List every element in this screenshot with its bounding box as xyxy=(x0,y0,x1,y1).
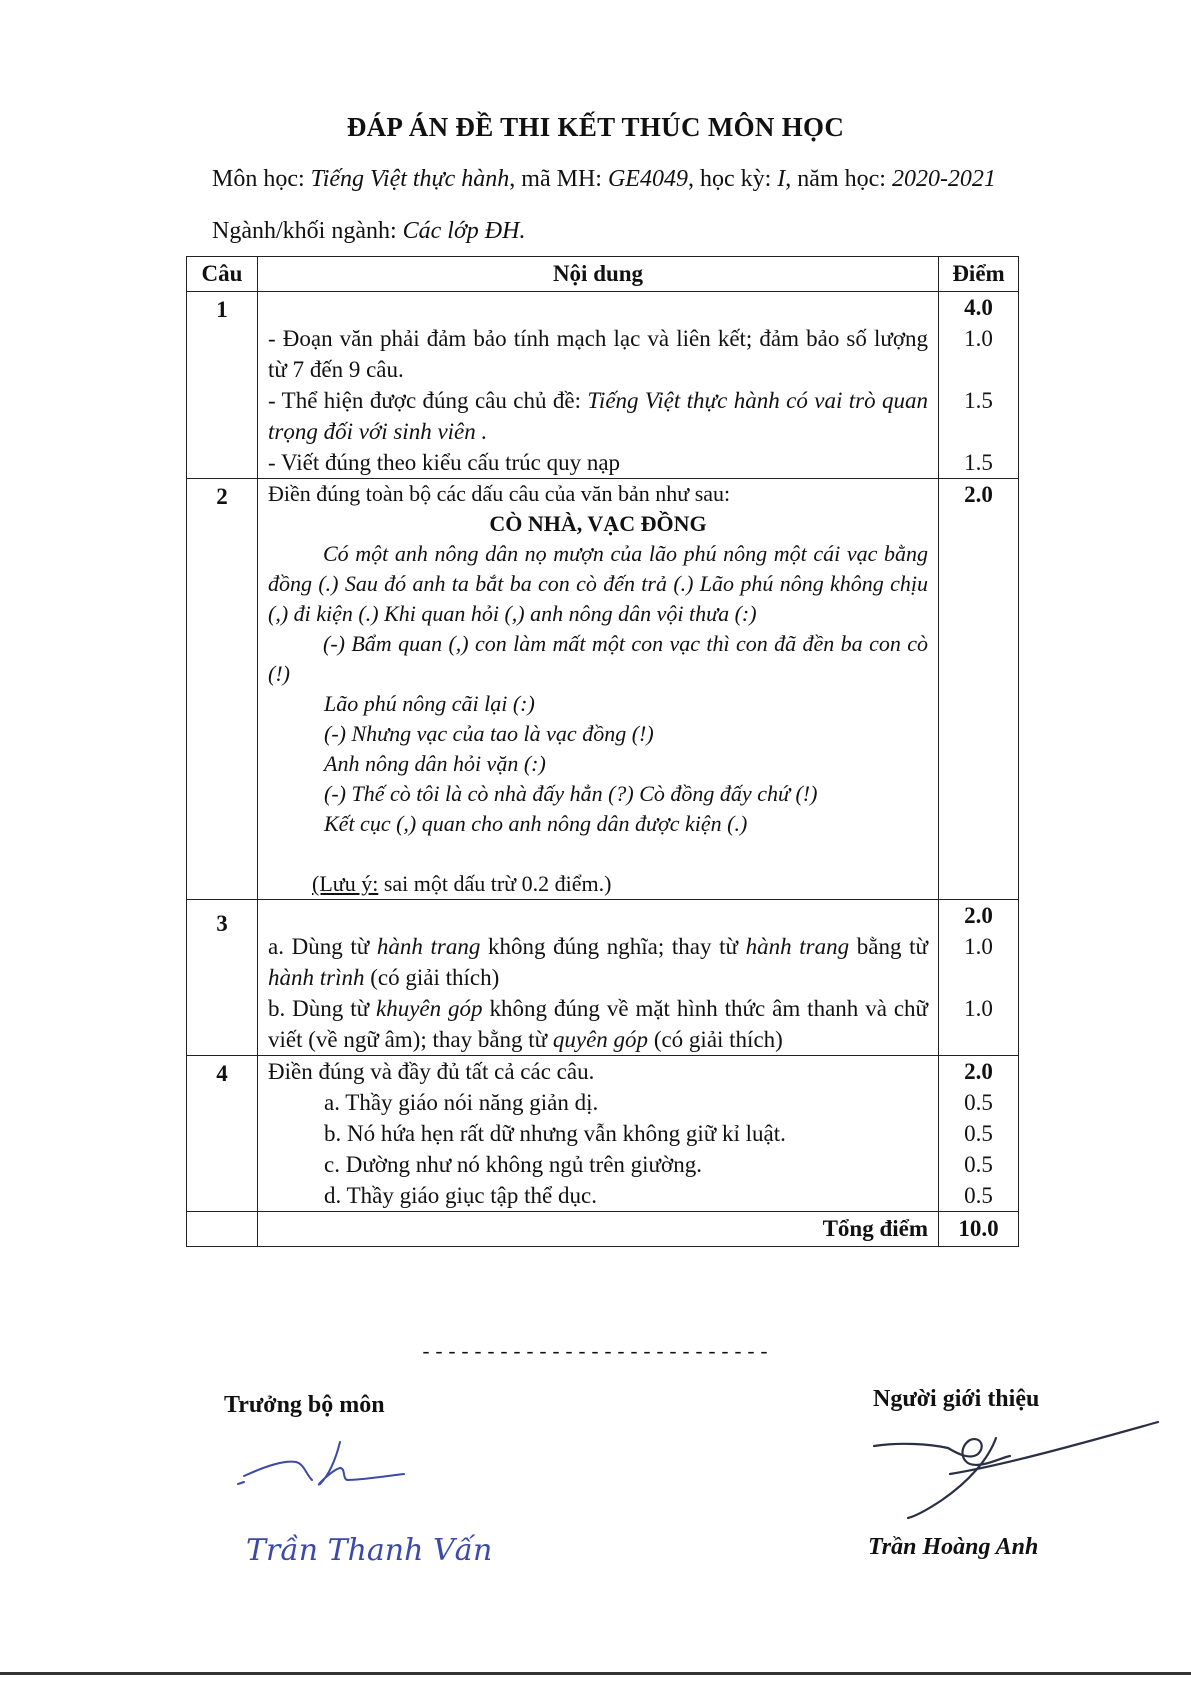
q3-b-word: quyên góp xyxy=(552,1027,649,1052)
q3-a-text: (có giải thích) xyxy=(364,965,500,990)
q4-content xyxy=(258,1056,939,1212)
course-code: GE4049 xyxy=(607,166,688,192)
q2-note-label: (Lưu ý: xyxy=(312,871,379,896)
table-row-q3 xyxy=(187,900,1019,1056)
q3-a-text: a. Dùng từ xyxy=(268,934,377,959)
question-number: 2 xyxy=(216,484,228,509)
q3-item-a xyxy=(268,931,928,993)
q4-item-b: b. Nó hứa hẹn rất dữ nhưng vẫn không giữ kỉ luật. xyxy=(324,1121,786,1146)
q2-intro: Điền đúng toàn bộ các dấu câu của văn bản như sau: xyxy=(268,481,731,506)
question-number: 3 xyxy=(216,911,228,936)
q1-item-2-score: 1.5 xyxy=(964,388,993,413)
q3-b-word: khuyên góp xyxy=(375,996,483,1021)
q1-item-2-topic: Tiếng Việt thực hành có vai trò quan trọng đối với sinh viên . xyxy=(268,388,928,444)
q2-line-3: Anh nông dân hỏi vặn (:) xyxy=(324,751,546,776)
q2-content xyxy=(258,479,939,900)
q3-b-text: b. Dùng từ xyxy=(268,996,376,1021)
q3-a-word: hành trình xyxy=(268,965,365,990)
q2-line-1: Lão phú nông cãi lại (:) xyxy=(324,691,535,716)
subject-prefix: Môn học: xyxy=(212,166,311,192)
q3-b-text: (có giải thích) xyxy=(648,1027,783,1052)
table-row-q1 xyxy=(187,292,1019,479)
q3-a-text: không đúng nghĩa; thay từ xyxy=(480,934,746,959)
q1-item-2-pre: - Thể hiện được đúng câu chủ đề: xyxy=(268,388,588,413)
q3-item-b xyxy=(268,993,928,1055)
table-header-row xyxy=(187,257,1019,292)
q4-total-score: 2.0 xyxy=(964,1059,993,1084)
q2-line-2: (-) Nhưng vạc của tao là vạc đồng (!) xyxy=(324,721,654,746)
header-score: Điểm xyxy=(939,257,1019,292)
q4-item-d: d. Thầy giáo giục tập thể dục. xyxy=(324,1183,597,1208)
major-prefix: Ngành/khối ngành: xyxy=(212,218,403,244)
q3-a-word: hành trang xyxy=(745,934,850,959)
q2-note-text: sai một dấu trừ 0.2 điểm.) xyxy=(378,871,612,896)
header-content: Nội dung xyxy=(258,257,939,292)
q2-total-score: 2.0 xyxy=(964,482,993,507)
table-total-row xyxy=(187,1212,1019,1247)
left-signer-title: Trưởng bộ môn xyxy=(224,1392,385,1418)
subject-name: Tiếng Việt thực hành xyxy=(310,166,510,192)
left-signer-name: Trần Thanh Vấn xyxy=(246,1533,493,1568)
q1-content xyxy=(258,292,939,479)
subject-line xyxy=(212,166,996,193)
question-number: 4 xyxy=(216,1061,228,1086)
document-title: ĐÁP ÁN ĐỀ THI KẾT THÚC MÔN HỌC xyxy=(346,112,845,142)
year-prefix: , năm học: xyxy=(785,166,892,192)
header-question: Câu xyxy=(187,257,258,292)
total-score: 10.0 xyxy=(939,1212,1019,1247)
separator-line: --------------------------- xyxy=(419,1342,772,1365)
code-prefix: , mã MH: xyxy=(509,166,608,192)
q3-a-score: 1.0 xyxy=(964,934,993,959)
q3-a-text: bằng từ xyxy=(849,934,928,959)
table-row-q4 xyxy=(187,1056,1019,1212)
q1-total-score: 4.0 xyxy=(964,295,993,320)
major-line xyxy=(212,218,525,245)
q4-b-score: 0.5 xyxy=(964,1121,993,1146)
q2-story-title: CÒ NHÀ, VẠC ĐỒNG xyxy=(489,511,707,536)
left-signature xyxy=(236,1440,506,1580)
q1-item-3-score: 1.5 xyxy=(964,450,993,475)
q2-paragraph-2: (-) Bẩm quan (,) con làm mất một con vạc thì con đã đền ba con cò (!) xyxy=(268,631,928,686)
semester-prefix: , học kỳ: xyxy=(687,166,778,192)
school-year: 2020-2021 xyxy=(891,166,996,192)
right-signer-name: Trần Hoàng Anh xyxy=(868,1534,1039,1560)
q1-item-3: - Viết đúng theo kiểu cấu trúc quy nạp xyxy=(268,450,621,475)
right-signature xyxy=(860,1420,1170,1530)
q4-c-score: 0.5 xyxy=(964,1152,993,1177)
q2-line-4: (-) Thế cò tôi là cò nhà đấy hẳn (?) Cò đồng đấy chứ (!) xyxy=(324,781,818,806)
table-row-q2 xyxy=(187,479,1019,900)
major: Các lớp ĐH. xyxy=(402,218,526,244)
q4-d-score: 0.5 xyxy=(964,1183,993,1208)
q3-b-score: 1.0 xyxy=(964,996,993,1021)
q3-total-score: 2.0 xyxy=(964,903,993,928)
q2-note xyxy=(268,869,928,899)
q4-item-c: c. Dường như nó không ngủ trên giường. xyxy=(324,1152,702,1177)
right-signer-title: Người giới thiệu xyxy=(873,1386,1040,1412)
q3-content xyxy=(258,900,939,1056)
q1-item-1: - Đoạn văn phải đảm bảo tính mạch lạc và liên kết; đảm bảo số lượng từ 7 đến 9 câu. xyxy=(268,326,928,382)
q2-line-5: Kết cục (,) quan cho anh nông dân được kiện (.) xyxy=(324,811,748,836)
q3-a-word: hành trang xyxy=(376,934,481,959)
semester: I xyxy=(777,166,786,192)
q2-paragraph-1: Có một anh nông dân nọ mượn của lão phú nông một cái vạc bằng đồng (.) Sau đó anh ta bắt ba con cò đến trả (.) Lão phú nông không chịu (,) đi kiện (.) Khi quan hỏi (,) anh nông dân vội thưa (:) xyxy=(268,541,928,626)
q4-intro: Điền đúng và đầy đủ tất cả các câu. xyxy=(268,1059,595,1084)
page-bottom-border xyxy=(0,1672,1191,1675)
q4-a-score: 0.5 xyxy=(964,1090,993,1115)
total-label: Tổng điểm xyxy=(258,1212,939,1247)
q1-item-2 xyxy=(268,385,928,447)
q3-b-text: không đúng về mặt hình thức âm thanh và chữ viết (về ngữ âm); thay bằng từ xyxy=(268,996,928,1052)
q1-item-1-score: 1.0 xyxy=(964,326,993,351)
answer-table xyxy=(186,256,1019,1247)
question-number: 1 xyxy=(216,297,228,322)
q4-item-a: a. Thầy giáo nói năng giản dị. xyxy=(324,1090,599,1115)
